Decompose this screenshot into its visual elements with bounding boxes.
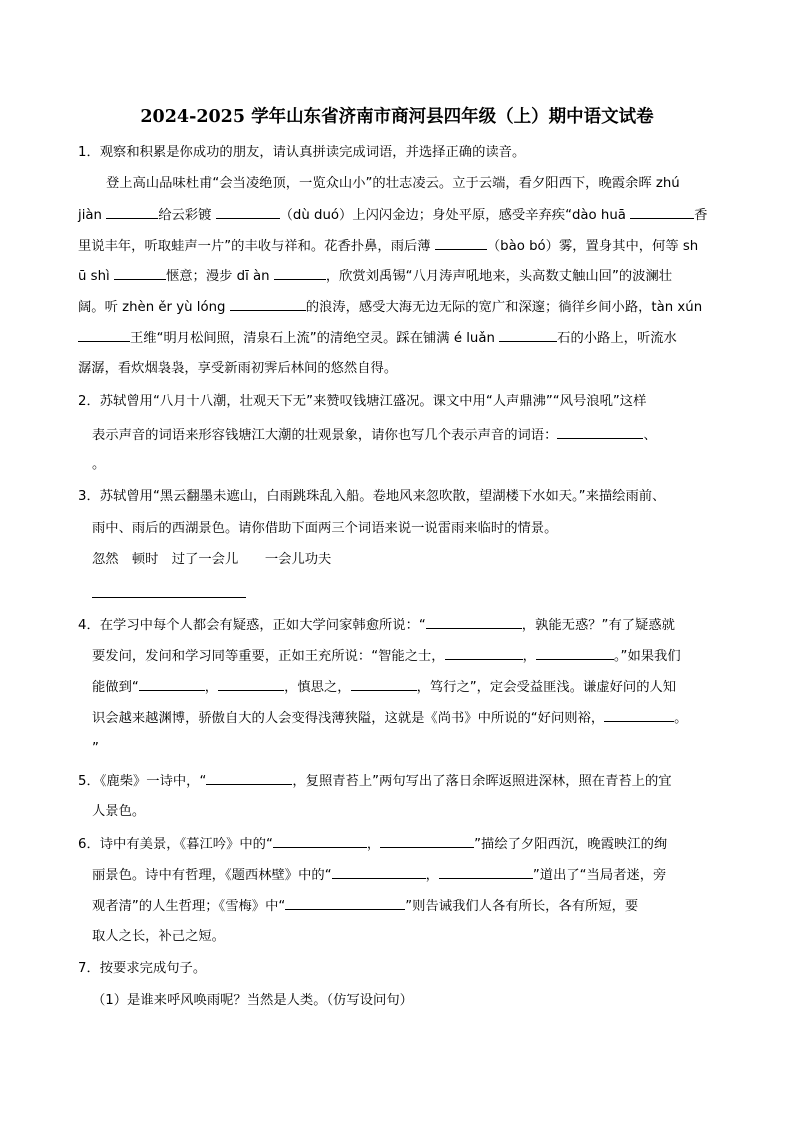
q4-line-3: 能做到“ ， ，慎思之， ，笃行之”，定会受益匪浅。谦虚好问的人知 — [92, 677, 676, 698]
q4-line-4: 识会越来越渊博，骄傲自大的人会变得浅薄狭隘，这就是《尚书》中所说的“好问则裕， 。 — [92, 708, 687, 729]
q3-word-list: 忽然 顿时 过了一会儿 一会儿功夫 — [92, 552, 332, 567]
answer-blank[interactable] — [206, 771, 292, 785]
q2-line-2: 表示声音的词语来形容钱塘江大潮的壮观景象，请你也写几个表示声音的词语： 、 — [92, 425, 657, 446]
q4-line-2: 要发问，发问和学习同等重要，正如王充所说：“智能之士， ， 。”如果我们 — [92, 646, 681, 667]
answer-blank[interactable] — [230, 297, 306, 311]
q1-line-8: 潺潺，看炊烟袅袅，享受新雨初霁后林间的悠然自得。 — [78, 361, 398, 376]
answer-blank[interactable] — [604, 708, 674, 722]
q3-line-1: 3．苏轼曾用“黑云翻墨未遮山，白雨跳珠乱入船。卷地风来忽吹散，望湖楼下水如天。”来描绘雨前、 — [78, 489, 666, 504]
q2-line-3: 。 — [92, 457, 106, 472]
answer-blank[interactable] — [445, 646, 523, 660]
q1-line-2: 登上高山品味杜甫“会当凌绝顶，一览众山小”的壮志凌云。立于云端，看夕阳西下，晚霞余晖 zhú — [106, 176, 680, 191]
q1-line-3: jiàn 给云彩镀 （dù duó）上闪闪金边；身处平原，感受辛弃疾“dào huā 香 — [78, 205, 707, 226]
answer-blank[interactable] — [285, 896, 405, 910]
answer-blank[interactable] — [216, 205, 280, 219]
q1-line-1: 1．观察和积累是你成功的朋友，请认真拼读完成词语，并选择正确的读音。 — [78, 145, 526, 160]
q2-line-1: 2．苏轼曾用“八月十八潮，壮观天下无”来赞叹钱塘江盛况。课文中用“人声鼎沸”“风号浪吼”这样 — [78, 394, 647, 409]
answer-blank[interactable] — [92, 584, 246, 598]
q3-answer-line — [92, 584, 246, 605]
q4-line-5: ” — [92, 741, 99, 756]
q6-line-4: 取人之长，补己之短。 — [92, 929, 225, 944]
answer-blank[interactable] — [435, 236, 487, 250]
answer-blank[interactable] — [273, 834, 367, 848]
answer-blank[interactable] — [106, 205, 158, 219]
answer-blank[interactable] — [426, 615, 522, 629]
q6-line-3: 观者清”的人生哲理；《雪梅》中“ ”则告诫我们人各有所长，各有所短，要 — [92, 896, 638, 917]
q1-line-4: 里说丰年，听取蛙声一片”的丰收与祥和。花香扑鼻，雨后薄 （bào bó）雾，置身其中，何等 sh — [78, 236, 698, 257]
answer-blank[interactable] — [380, 834, 474, 848]
answer-blank[interactable] — [557, 425, 643, 439]
answer-blank[interactable] — [351, 677, 417, 691]
answer-blank[interactable] — [332, 865, 426, 879]
answer-blank[interactable] — [78, 328, 130, 342]
answer-blank[interactable] — [114, 266, 166, 280]
answer-blank[interactable] — [274, 266, 326, 280]
q5-line-1: 5．《鹿柴》一诗中，“ ，复照青苔上”两句写出了落日余晖返照进深林，照在青苔上的宜 — [78, 771, 672, 792]
q1-line-7: 王维“明月松间照，清泉石上流”的清绝空灵。踩在铺满 é luǎn 石的小路上，听流水 — [78, 328, 677, 349]
q4-line-1: 4．在学习中每个人都会有疑惑，正如大学问家韩愈所说：“ ，孰能无惑？”有了疑惑就 — [78, 615, 675, 636]
q5-line-2: 人景色。 — [92, 804, 146, 819]
q1-line-6: 阔。听 zhèn ěr yù lóng 的浪涛，感受大海无边无际的宽广和深邃；徜徉乡间小路，tàn xún — [78, 297, 702, 318]
q6-line-1: 6．诗中有美景，《暮江吟》中的“ ， ”描绘了夕阳西沉，晚霞映江的绚 — [78, 834, 667, 855]
q7-item-1: （1）是谁来呼风唤雨呢？当然是人类。（仿写设问句） — [92, 993, 413, 1008]
answer-blank[interactable] — [499, 328, 557, 342]
page-title: 2024-2025 学年山东省济南市商河县四年级（上）期中语文试卷 — [140, 107, 654, 127]
answer-blank[interactable] — [139, 677, 205, 691]
q3-line-2: 雨中、雨后的西湖景色。请你借助下面两三个词语来说一说雷雨来临时的情景。 — [92, 521, 558, 536]
q6-line-2: 丽景色。诗中有哲理，《题西林壁》中的“ ， ”道出了“当局者迷，旁 — [92, 865, 666, 886]
answer-blank[interactable] — [218, 677, 284, 691]
q1-line-5: ū shì 惬意；漫步 dī àn ，欣赏刘禹锡“八月涛声吼地来，头高数丈触山回”的波澜壮 — [78, 266, 672, 287]
answer-blank[interactable] — [630, 205, 694, 219]
answer-blank[interactable] — [439, 865, 533, 879]
q7-line-1: 7．按要求完成句子。 — [78, 961, 207, 976]
answer-blank[interactable] — [536, 646, 614, 660]
